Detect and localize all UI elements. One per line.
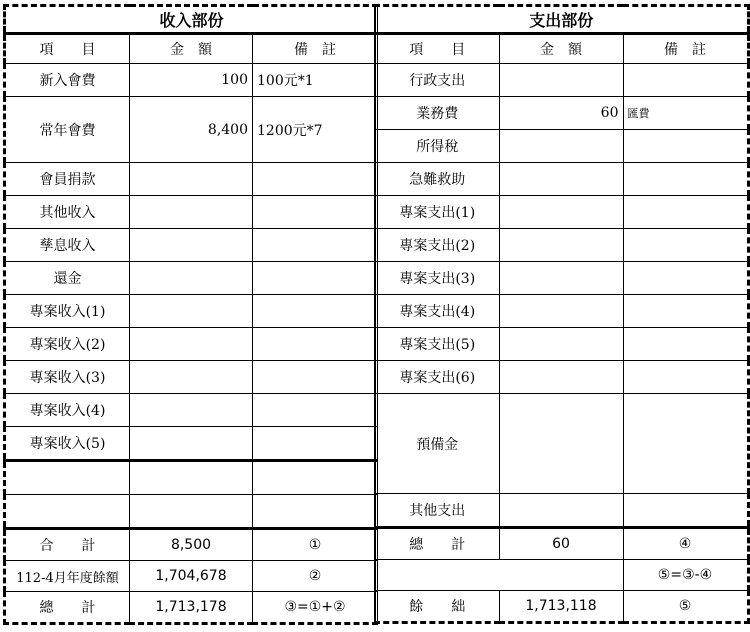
expense-subtotal-note: ④ [623,528,748,560]
expense-item-reserve: 預備金 [375,394,499,494]
income-item-proj4: 專案收入(4) [5,394,130,427]
income-amount-annual-fee: 8,400 [130,97,253,163]
income-header-amount: 金 額 [130,34,253,64]
income-item-proj5: 專案收入(5) [5,427,130,461]
income-amount-proj4 [130,394,253,427]
expense-item-proj5: 專案支出(5) [375,328,499,361]
income-blank-note-1 [253,461,378,495]
income-subtotal-label: 合 計 [5,529,130,561]
income-total-amount: 1,713,178 [130,592,253,624]
income-item-proj3: 專案收入(3) [5,361,130,394]
income-item-donation: 會員捐款 [5,163,130,196]
expense-amount-proj3 [499,262,623,295]
expense-formula-blank [375,560,623,591]
income-note-proj1 [253,295,378,328]
expense-amount-proj1 [499,196,623,229]
expense-subtotal-label: 總 計 [375,528,499,560]
income-note-new-member: 100元*1 [253,64,378,97]
expense-item-proj4: 專案支出(4) [375,295,499,328]
expense-note-admin [623,64,748,97]
income-title: 收入部份 [5,6,378,34]
income-note-proj4 [253,394,378,427]
income-item-other: 其他收入 [5,196,130,229]
expense-item-other: 其他支出 [375,494,499,528]
income-note-proj2 [253,328,378,361]
income-total-note: ③=①+② [253,592,378,624]
expense-surplus-label: 餘 絀 [375,591,499,623]
income-blank-amount-1 [130,461,253,495]
expense-amount-reserve [499,394,623,494]
income-amount-new-member: 100 [130,64,253,97]
income-balance-amount: 1,704,678 [130,561,253,592]
expense-amount-other [499,494,623,528]
income-header-note: 備 註 [253,34,378,64]
expense-amount-relief [499,163,623,196]
income-blank-item-2 [5,495,130,529]
expense-note-other [623,494,748,528]
expense-item-proj3: 專案支出(3) [375,262,499,295]
income-note-proj3 [253,361,378,394]
income-note-refund [253,262,378,295]
expense-item-proj6: 專案支出(6) [375,361,499,394]
income-blank-amount-2 [130,495,253,529]
income-total-label: 總 計 [5,592,130,624]
income-item-annual-fee: 常年會費 [5,97,130,163]
expense-surplus-amount: 1,713,118 [499,591,623,623]
expense-item-business: 業務費 [375,97,499,130]
income-amount-refund [130,262,253,295]
expense-subtotal-amount: 60 [499,528,623,560]
expense-item-proj1: 專案支出(1) [375,196,499,229]
income-note-proj5 [253,427,378,461]
expense-surplus-note: ⑤ [623,591,748,623]
expense-item-proj2: 專案支出(2) [375,229,499,262]
expense-amount-tax [499,130,623,163]
income-item-refund: 還金 [5,262,130,295]
income-item-proj1: 專案收入(1) [5,295,130,328]
income-blank-item-1 [5,461,130,495]
income-amount-interest [130,229,253,262]
expense-note-tax [623,130,748,163]
income-note-annual-fee: 1200元*7 [253,97,378,163]
income-amount-proj3 [130,361,253,394]
income-subtotal-amount: 8,500 [130,529,253,561]
expense-item-relief: 急難救助 [375,163,499,196]
income-header-item: 項 目 [5,34,130,64]
expense-note-relief [623,163,748,196]
income-amount-proj2 [130,328,253,361]
expense-amount-proj6 [499,361,623,394]
expense-note-proj4 [623,295,748,328]
income-subtotal-note: ① [253,529,378,561]
expense-header-item: 項 目 [375,34,499,64]
income-amount-other [130,196,253,229]
income-note-donation [253,163,378,196]
expense-header-amount: 金 額 [499,34,623,64]
expense-amount-proj4 [499,295,623,328]
income-amount-donation [130,163,253,196]
expense-note-proj2 [623,229,748,262]
expense-table [374,4,750,624]
expense-note-business: 匯費 [623,97,748,130]
expense-item-admin: 行政支出 [375,64,499,97]
income-amount-proj5 [130,427,253,461]
income-balance-note: ② [253,561,378,592]
expense-note-proj6 [623,361,748,394]
income-amount-proj1 [130,295,253,328]
expense-note-reserve [623,394,748,494]
income-note-other [253,196,378,229]
income-note-interest [253,229,378,262]
expense-amount-admin [499,64,623,97]
expense-amount-business: 60 [499,97,623,130]
expense-title: 支出部份 [375,6,748,34]
income-item-interest: 孳息收入 [5,229,130,262]
expense-note-proj3 [623,262,748,295]
expense-amount-proj5 [499,328,623,361]
income-item-proj2: 專案收入(2) [5,328,130,361]
expense-note-proj5 [623,328,748,361]
expense-amount-proj2 [499,229,623,262]
expense-formula-note: ⑤=③-④ [623,560,748,591]
income-item-new-member: 新入會費 [5,64,130,97]
income-balance-label: 112-4月年度餘額 [5,561,130,592]
expense-item-tax: 所得稅 [375,130,499,163]
income-blank-note-2 [253,495,378,529]
expense-header-note: 備 註 [623,34,748,64]
expense-note-proj1 [623,196,748,229]
income-table [3,4,378,625]
